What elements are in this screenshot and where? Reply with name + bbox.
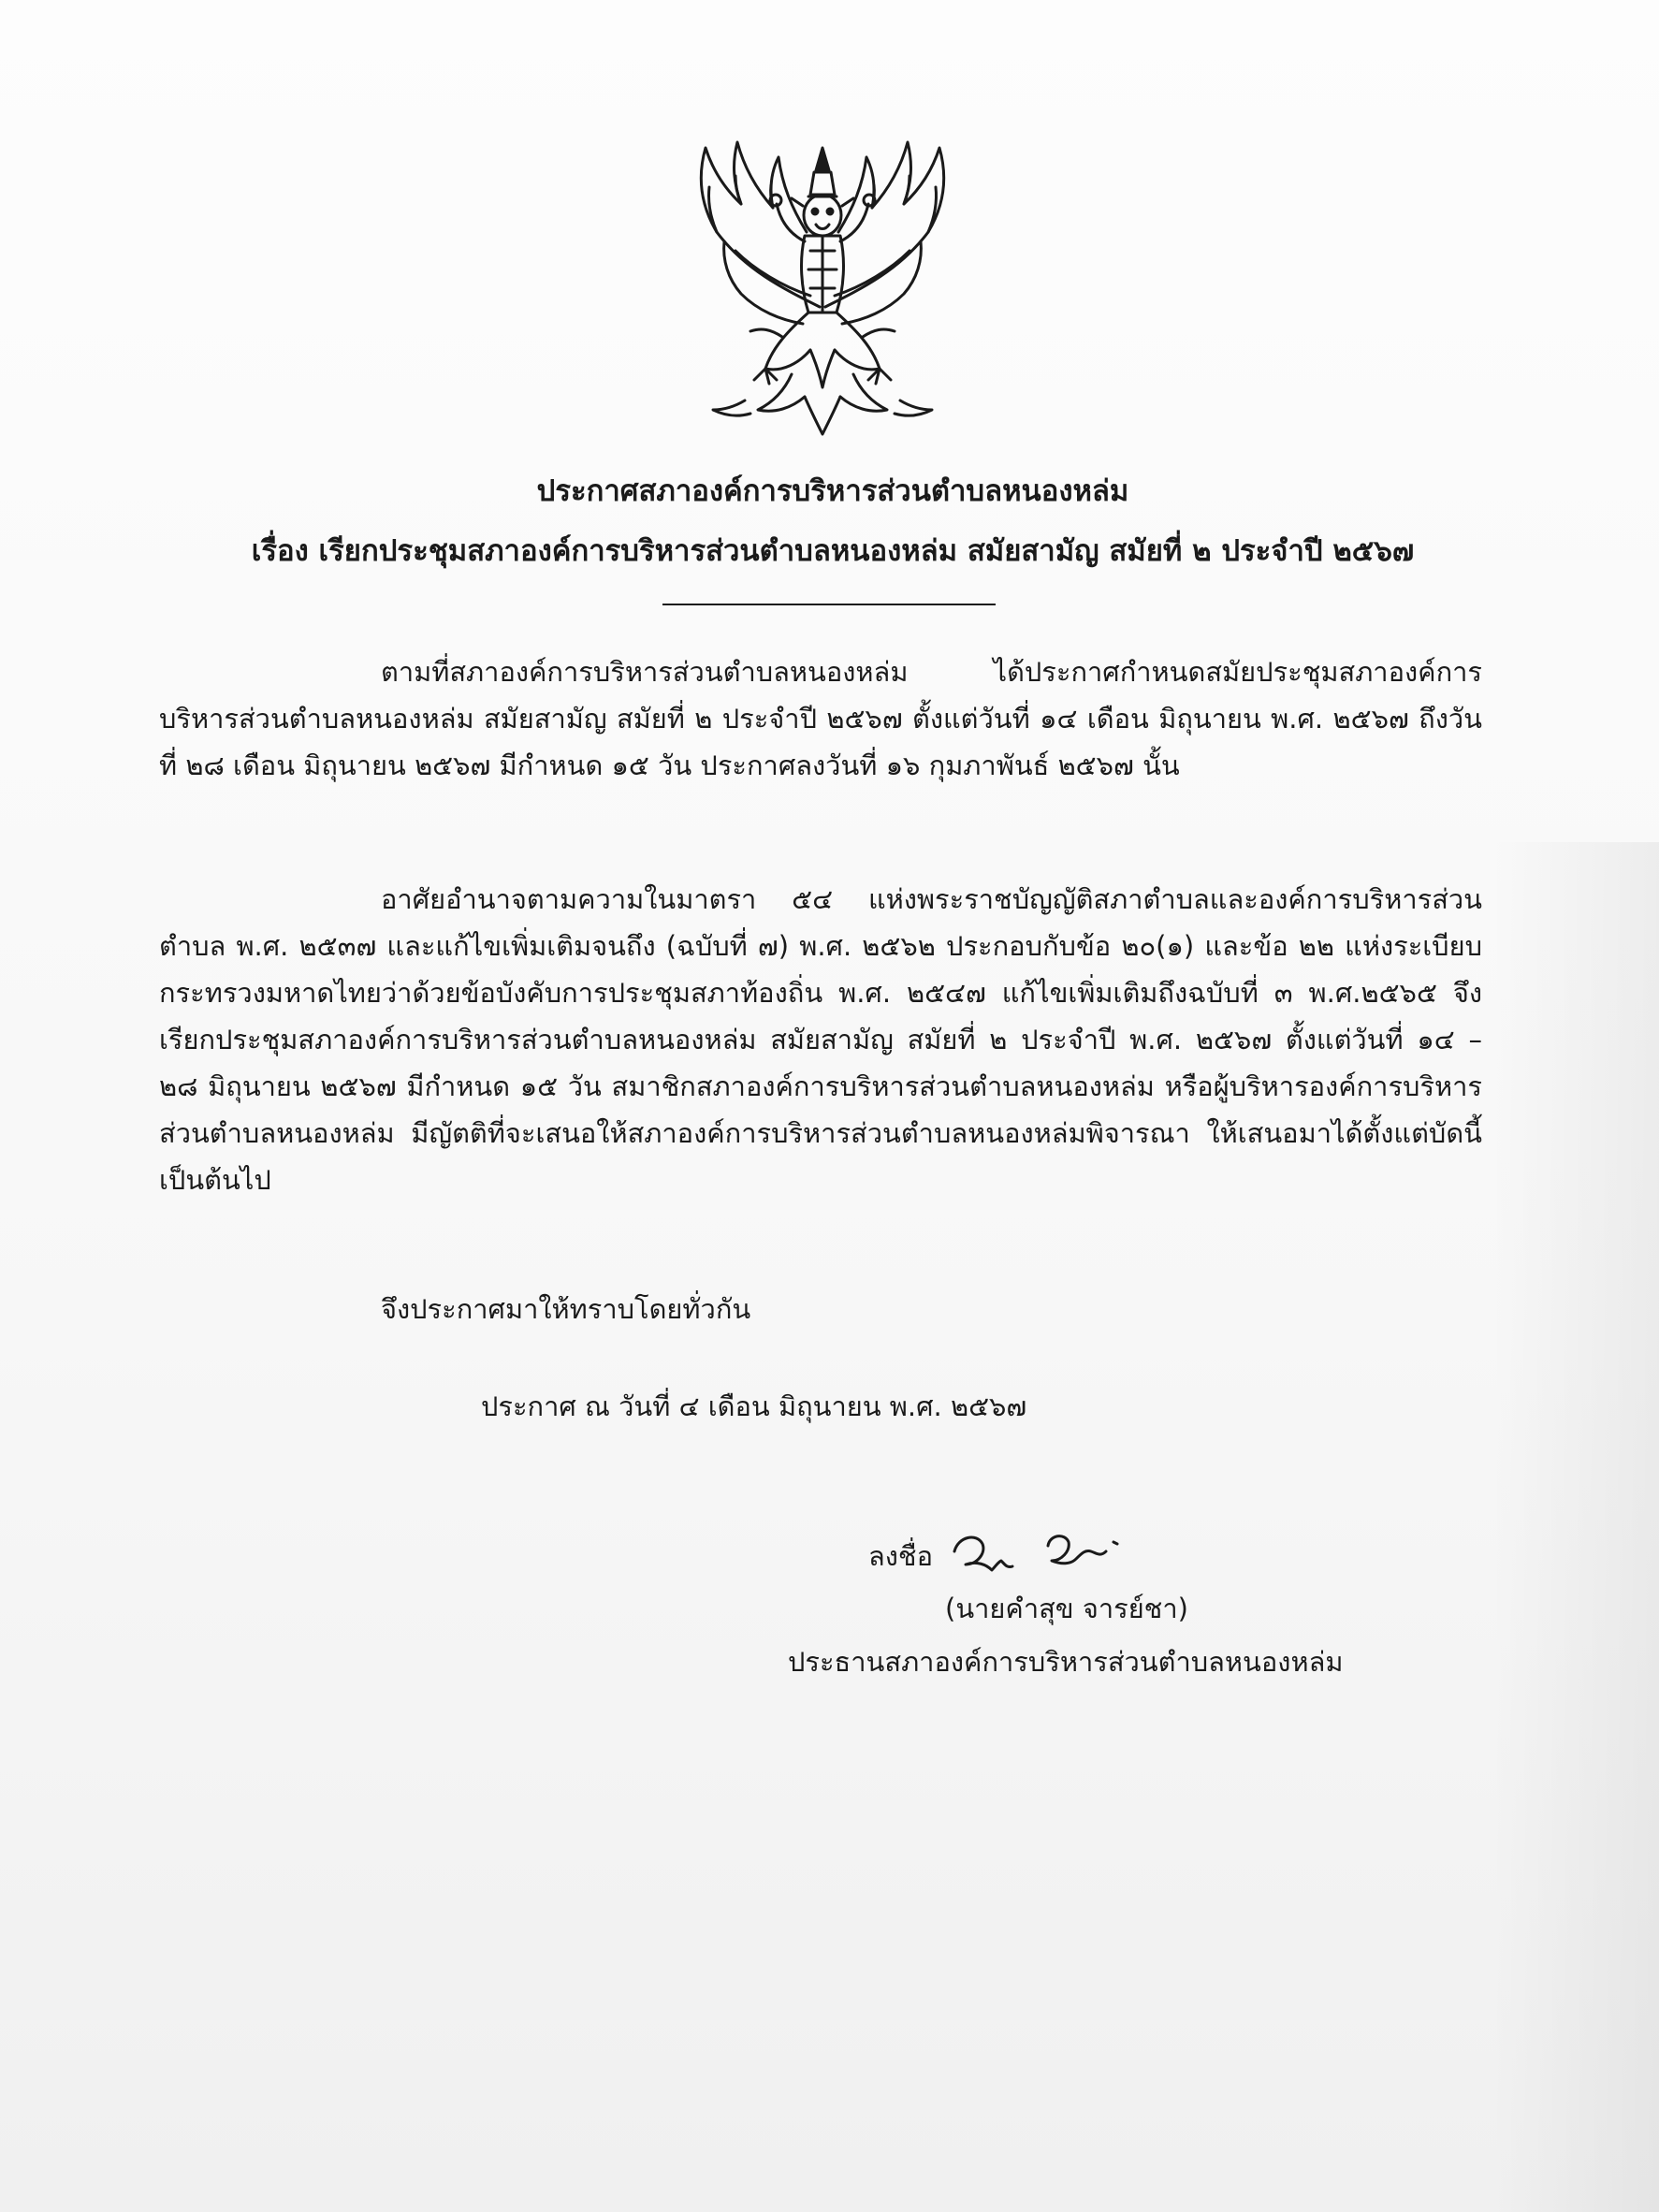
body-paragraph-2: อาศัยอำนาจตามความในมาตรา ๕๔ แห่งพระราชบัญญัติสภาตำบลและองค์การบริหารส่วนตำบล พ.ศ. ๒๕๓๗ และแก้ไขเพิ่มเติมจนถึง (ฉบับที่ ๗) พ.ศ. ๒๕๖๒ ประกอบกับข้อ ๒๐(๑) และข้อ ๒๒ แห่งระเบียบกระทรวงมหาดไทยว่าด้วยข้อบังคับการประชุมสภาท้องถิ่น พ.ศ. ๒๕๔๗ แก้ไขเพิ่มเติมถึงฉบับที่ ๓ พ.ศ.๒๕๖๕ จึงเรียกประชุมสภาองค์การบริหารส่วนตำบลหนองหล่ม สมัยสามัญ สมัยที่ ๒ ประจำปี พ.ศ. ๒๕๖๗ ตั้งแต่วันที่ ๑๔ – ๒๘ มิถุนายน ๒๕๖๗ มีกำหนด ๑๕ วัน สมาชิกสภาองค์การบริหารส่วนตำบลหนองหล่ม หรือผู้บริหารองค์การบริหารส่วนตำบลหนองหล่ม มีญัตติที่จะเสนอให้สภาองค์การบริหารส่วนตำบลหนองหล่มพิจารณา ให้เสนอมาได้ตั้งแต่บัดนี้เป็นต้นไป — [159, 883, 1482, 1196]
closing-paragraph: จึงประกาศมาให้ทราบโดยทั่วกัน — [381, 1293, 751, 1325]
body-paragraph-1: ตามที่สภาองค์การบริหารส่วนตำบลหนองหล่ม ได้ประกาศกำหนดสมัยประชุมสภาองค์การบริหารส่วนตำบลหนองหล่ม สมัยสามัญ สมัยที่ ๒ ประจำปี ๒๕๖๗ ตั้งแต่วันที่ ๑๔ เดือน มิถุนายน พ.ศ. ๒๕๖๗ ถึงวันที่ ๒๘ เดือน มิถุนายน ๒๕๖๗ มีกำหนด ๑๕ วัน ประกาศลงวันที่ ๑๖ กุมภาพันธ์ ๒๕๖๗ นั้น — [159, 656, 1482, 781]
document-subject: เรื่อง เรียกประชุมสภาองค์การบริหารส่วนตำบลหนองหล่ม สมัยสามัญ สมัยที่ ๒ ประจำปี ๒๕๖๗ — [251, 534, 1415, 568]
announcement-date: ประกาศ ณ วันที่ ๔ เดือน มิถุนายน พ.ศ. ๒๕๖๗ — [481, 1390, 1027, 1422]
signer-name: (นายคำสุข จารย์ชา) — [945, 1593, 1188, 1624]
handwritten-signature-icon — [945, 1523, 1132, 1579]
document-title: ประกาศสภาองค์การบริหารส่วนตำบลหนองหล่ม — [536, 474, 1129, 508]
title-underline — [662, 604, 996, 605]
paper-shadow — [1491, 842, 1659, 2212]
garuda-emblem-icon — [679, 129, 966, 444]
signature-label: ลงชื่อ — [868, 1540, 934, 1572]
signer-position: ประธานสภาองค์การบริหารส่วนตำบลหนองหล่ม — [788, 1646, 1344, 1678]
signature-row — [868, 1523, 1132, 1579]
